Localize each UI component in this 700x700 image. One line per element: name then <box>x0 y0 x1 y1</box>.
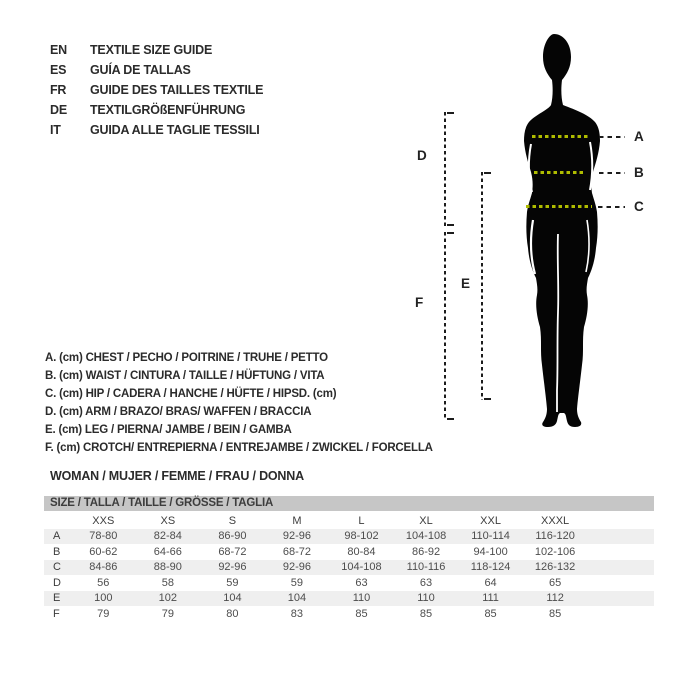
size-value-cell: 65 <box>548 576 562 589</box>
language-code: ES <box>50 63 67 77</box>
legend-item: B. (cm) WAIST / CINTURA / TAILLE / HÜFTUNG / VITA <box>45 370 325 382</box>
leg-line-bottom-tick <box>484 398 491 400</box>
size-row-filler <box>587 575 654 591</box>
size-value-cell: 79 <box>97 607 110 620</box>
waist-callout-dash <box>599 172 625 174</box>
chest-measure-line <box>532 135 589 138</box>
language-title-list <box>50 40 263 140</box>
legend-item: A. (cm) CHEST / PECHO / POITRINE / TRUHE / PETTO <box>45 352 328 364</box>
size-value-cell: 94-100 <box>473 545 508 558</box>
size-column-header: L <box>358 514 365 527</box>
hip-measure-line <box>526 205 592 208</box>
size-value-cell: 86-92 <box>411 545 441 558</box>
gender-title: WOMAN / MUJER / FEMME / FRAU / DONNA <box>50 469 304 483</box>
language-title: GUIDA ALLE TAGLIE TESSILI <box>90 123 260 137</box>
size-value-cell: 85 <box>419 607 433 620</box>
size-row-filler <box>587 544 654 560</box>
size-column-header: S <box>228 514 237 527</box>
size-column-header: XXS <box>92 514 115 527</box>
marker-b: B <box>634 165 644 180</box>
legend-item: F. (cm) CROTCH/ ENTREPIERNA / ENTREJAMBE / ZWICKEL / FORCELLA <box>45 442 433 454</box>
size-value-cell: 64 <box>484 576 497 589</box>
marker-d: D <box>417 148 427 163</box>
language-row <box>50 60 263 80</box>
size-value-cell: 82-84 <box>153 530 182 543</box>
size-value-cell: 80 <box>226 607 239 620</box>
size-value-cell: 84-86 <box>89 561 118 574</box>
size-value-cell: 78-80 <box>89 530 118 543</box>
size-value-cell: 110-114 <box>471 530 510 543</box>
size-column-header: XXL <box>480 514 501 527</box>
language-title: TEXTILGRÖßENFÜHRUNG <box>90 103 246 117</box>
language-title: GUIDE DES TAILLES TEXTILE <box>90 83 264 97</box>
language-row <box>50 100 263 120</box>
leg-line-top-tick <box>484 172 491 174</box>
size-value-cell: 102 <box>158 592 178 605</box>
measure-row-label: E <box>53 592 61 605</box>
size-value-cell: 79 <box>161 607 174 620</box>
arm-line-bottom-tick <box>447 224 454 226</box>
crotch-measure-line <box>444 232 446 420</box>
legend-item: D. (cm) ARM / BRAZO/ BRAS/ WAFFEN / BRACCIA <box>45 406 312 418</box>
legend-item: E. (cm) LEG / PIERNA/ JAMBE / BEIN / GAMBA <box>45 424 292 436</box>
crotch-line-top-tick <box>447 232 454 234</box>
size-value-cell: 60-62 <box>89 545 118 558</box>
measure-row-label: F <box>53 607 60 620</box>
size-value-cell: 104 <box>223 592 242 605</box>
marker-a: A <box>634 129 644 144</box>
measure-row-label: B <box>53 545 61 558</box>
size-table-row <box>44 560 654 576</box>
size-row-filler <box>587 529 654 545</box>
size-table-row <box>44 606 654 622</box>
size-value-cell: 85 <box>548 607 562 620</box>
language-code: EN <box>50 43 67 57</box>
size-value-cell: 88-90 <box>153 561 182 574</box>
size-value-cell: 86-90 <box>218 530 247 543</box>
size-value-cell: 111 <box>482 592 499 605</box>
chest-callout-dash <box>599 136 625 138</box>
size-value-cell: 104-108 <box>405 530 447 543</box>
size-column-header: M <box>292 514 302 527</box>
size-table-row <box>44 575 654 591</box>
size-table-columns-row <box>44 513 654 529</box>
size-value-cell: 98-102 <box>344 530 379 543</box>
measure-row-label: C <box>53 561 61 574</box>
language-row <box>50 120 263 140</box>
size-column-header: XL <box>419 514 433 527</box>
legend-item: C. (cm) HIP / CADERA / HANCHE / HÜFTE / HIPSD. (cm) <box>45 388 337 400</box>
size-value-cell: 110 <box>417 592 435 605</box>
size-value-cell: 116-120 <box>535 530 575 543</box>
size-value-cell: 100 <box>94 592 113 605</box>
language-title: GUÍA DE TALLAS <box>90 63 191 77</box>
size-table-wrap <box>44 513 654 622</box>
arm-measure-line <box>444 112 446 226</box>
size-table-row <box>44 529 654 545</box>
measurement-legend <box>45 349 433 457</box>
crotch-line-bottom-tick <box>447 418 454 420</box>
size-value-cell: 68-72 <box>218 545 247 558</box>
leg-measure-line <box>481 172 483 400</box>
woman-silhouette <box>480 28 630 430</box>
language-row <box>50 80 263 100</box>
language-title: TEXTILE SIZE GUIDE <box>90 43 213 57</box>
hip-callout-dash <box>598 206 625 208</box>
language-row <box>50 40 263 60</box>
size-value-cell: 92-96 <box>282 561 311 574</box>
size-value-cell: 83 <box>290 607 304 620</box>
size-value-cell: 104-108 <box>341 561 382 574</box>
size-column-header: XS <box>160 514 176 527</box>
size-value-cell: 126-132 <box>534 561 576 574</box>
marker-c: C <box>634 199 644 214</box>
waist-measure-line <box>534 171 585 174</box>
size-value-cell: 59 <box>290 576 304 589</box>
language-code: FR <box>50 83 67 97</box>
size-value-cell: 63 <box>355 576 368 589</box>
size-column-header: XXXL <box>541 514 570 527</box>
size-value-cell: 64-66 <box>153 545 182 558</box>
size-value-cell: 59 <box>226 576 239 589</box>
size-value-cell: 104 <box>287 592 307 605</box>
size-value-cell: 80-84 <box>347 545 376 558</box>
arm-line-top-tick <box>447 112 454 114</box>
size-table-body <box>44 529 654 622</box>
size-value-cell: 58 <box>161 576 174 589</box>
size-value-cell: 56 <box>97 576 110 589</box>
size-value-cell: 102-106 <box>534 545 576 558</box>
size-value-cell: 92-96 <box>282 530 311 543</box>
measure-row-label: A <box>53 530 61 543</box>
size-value-cell: 110-116 <box>406 561 446 574</box>
size-table-row <box>44 591 654 607</box>
size-row-filler <box>587 591 654 607</box>
language-code: IT <box>50 123 61 137</box>
size-value-cell: 110 <box>352 592 371 605</box>
size-row-filler <box>587 560 654 576</box>
size-table <box>44 513 654 622</box>
size-value-cell: 92-96 <box>218 561 247 574</box>
size-value-cell: 118-124 <box>470 561 511 574</box>
size-value-cell: 68-72 <box>282 545 311 558</box>
size-column-corner <box>44 513 71 529</box>
marker-f: F <box>415 295 424 310</box>
size-row-filler <box>587 606 654 622</box>
size-table-row <box>44 544 654 560</box>
language-code: DE <box>50 103 67 117</box>
size-value-cell: 63 <box>419 576 433 589</box>
size-value-cell: 85 <box>355 607 368 620</box>
size-value-cell: 112 <box>546 592 564 605</box>
measure-row-label: D <box>53 576 61 589</box>
size-value-cell: 85 <box>484 607 497 620</box>
marker-e: E <box>461 276 471 291</box>
size-table-header-bar: SIZE / TALLA / TAILLE / GRÖSSE / TAGLIA <box>44 496 654 511</box>
size-column-filler <box>587 513 654 529</box>
